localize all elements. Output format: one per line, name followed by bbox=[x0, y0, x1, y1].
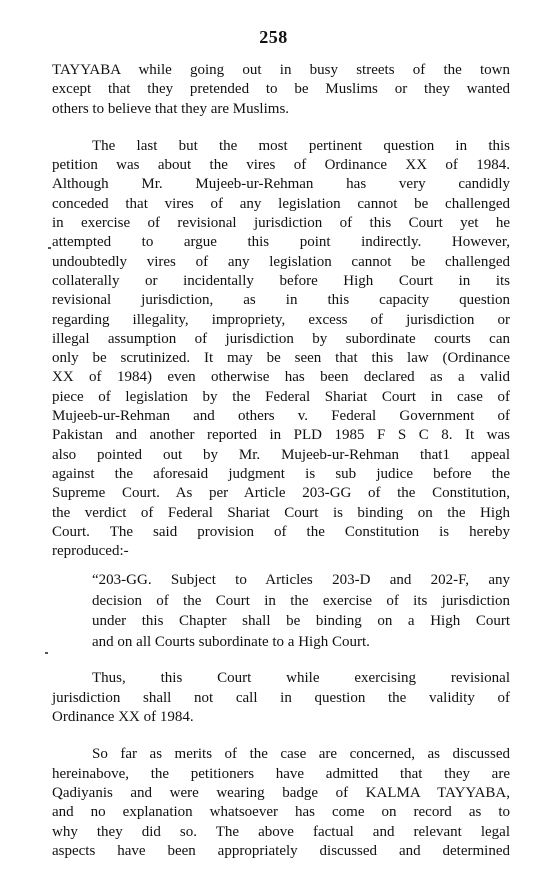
paragraph-vires-question bbox=[52, 137, 510, 562]
text-line: reproduced:- bbox=[52, 543, 129, 560]
text-line: undoubtedly vires of any legislation cannot be challenged bbox=[52, 253, 510, 270]
scan-mark bbox=[48, 247, 51, 249]
text-line: Pakistan and another reported in PLD 1985 F S C 8. It was bbox=[52, 427, 510, 444]
text-line: jurisdiction shall not call in question the validity of bbox=[52, 689, 510, 706]
paragraph-merits bbox=[52, 745, 510, 861]
text-line: also pointed out by Mr. Mujeeb-ur-Rehman that1 appeal bbox=[52, 446, 510, 463]
text-line: except that they pretended to be Muslims or they wanted bbox=[52, 81, 510, 98]
text-line: petition was about the vires of Ordinance XX of 1984. bbox=[52, 157, 510, 174]
text-line: hereinabove, the petitioners have admitted that they are bbox=[52, 765, 510, 782]
text-line: Ordinance XX of 1984. bbox=[52, 709, 194, 726]
text-line: others to believe that they are Muslims. bbox=[52, 100, 290, 117]
text-line: Thus, this Court while exercising revisional bbox=[92, 670, 510, 687]
text-line: why they did so. The above factual and relevant legal bbox=[52, 823, 510, 840]
page-number: 258 bbox=[259, 27, 288, 47]
document-body bbox=[52, 61, 510, 861]
text-line: piece of legislation by the Federal Shariat Court in case of bbox=[52, 388, 510, 405]
text-line: Supreme Court. As per Article 203-GG of the Constitution, bbox=[52, 485, 510, 502]
paragraph-gap bbox=[52, 652, 510, 669]
paragraph-continuation bbox=[52, 61, 510, 119]
paragraph-gap bbox=[52, 561, 510, 570]
text-line: and no explanation whatsoever has come on record as to bbox=[52, 804, 510, 821]
text-line: aspects have been appropriately discussed and determined bbox=[52, 842, 510, 859]
text-line: regarding illegality, impropriety, excess of jurisdiction or bbox=[52, 311, 510, 328]
quote-line: decision of the Court in the exercise of its jurisdiction bbox=[92, 592, 510, 609]
quote-line: and on all Courts subordinate to a High Court. bbox=[92, 633, 370, 650]
text-line: Qadiyanis and were wearing badge of KALMA TAYYABA, bbox=[52, 784, 510, 801]
text-line: attempted to argue this point indirectly. However, bbox=[52, 234, 510, 251]
text-line: in exercise of revisional jurisdiction of this Court yet he bbox=[52, 215, 510, 232]
paragraph-gap bbox=[52, 727, 510, 745]
quote-line: “203-GG. Subject to Articles 203-D and 202-F, any bbox=[92, 572, 510, 589]
text-line: The last but the most pertinent question in this bbox=[92, 137, 510, 154]
paragraph-gap bbox=[52, 119, 510, 137]
text-line: Mujeeb-ur-Rehman and others v. Federal Government of bbox=[52, 408, 510, 425]
text-line: revisional jurisdiction, as in this capacity question bbox=[52, 292, 510, 309]
paragraph-conclusion-vires bbox=[52, 669, 510, 727]
text-line: TAYYABA while going out in busy streets of the town bbox=[52, 62, 510, 78]
text-line: So far as merits of the case are concerned, as discussed bbox=[92, 746, 510, 763]
text-line: Court. The said provision of the Constitution is hereby bbox=[52, 523, 510, 540]
text-line: collaterally or incidentally before High Court in its bbox=[52, 272, 510, 289]
quote-line: under this Chapter shall be binding on a High Court bbox=[92, 613, 510, 630]
scan-mark bbox=[45, 652, 48, 654]
block-quote bbox=[92, 570, 510, 652]
text-line: XX of 1984) even otherwise has been declared as a valid bbox=[52, 369, 510, 386]
text-line: only be scrutinized. It may be seen that this law (Ordinance bbox=[52, 350, 510, 367]
text-line: against the aforesaid judgment is sub judice before the bbox=[52, 465, 510, 482]
text-line: the verdict of Federal Shariat Court is binding on the High bbox=[52, 504, 510, 521]
text-line: conceded that vires of any legislation cannot be challenged bbox=[52, 195, 510, 212]
text-line: illegal assumption of jurisdiction by subordinate courts can bbox=[52, 330, 510, 347]
text-line: Although Mr. Mujeeb-ur-Rehman has very candidly bbox=[52, 176, 510, 193]
